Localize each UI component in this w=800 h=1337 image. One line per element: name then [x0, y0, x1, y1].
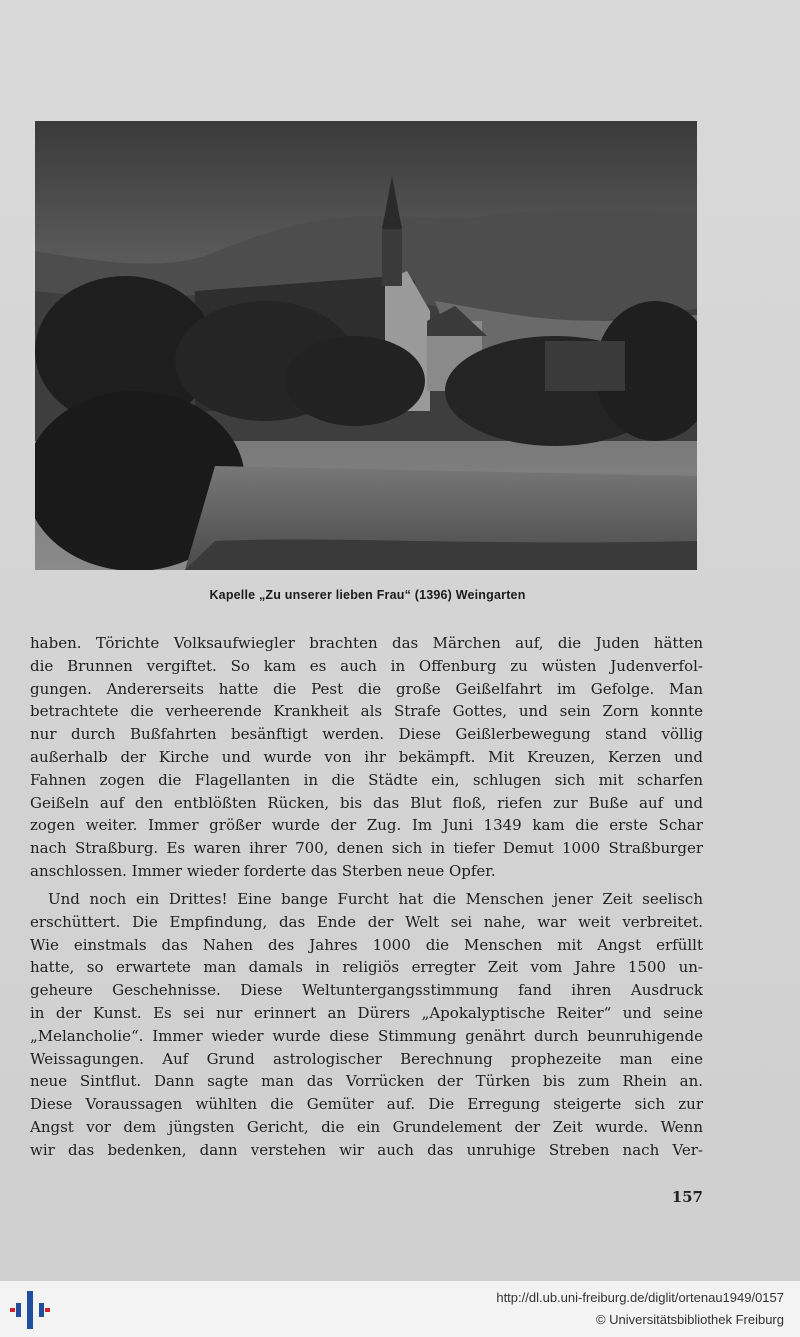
text-line: geheure Geschehnisse. Diese Weltuntergangsstimmung fand ihren Ausdruck [30, 981, 703, 1000]
text-line: Angst vor dem jüngsten Gericht, die ein Grundelement der Zeit wurde. Wenn [30, 1117, 703, 1136]
text-line: nur durch Bußfahrten besänftigt werden. Diese Geißlerbewegung stand völlig [30, 725, 703, 744]
ub-freiburg-logo-icon [10, 1289, 50, 1331]
text-line: die Brunnen vergiftet. So kam es auch in Offenburg zu wüsten Judenverfol- [30, 656, 703, 675]
text-line: nach Straßburg. Es waren ihrer 700, denen sich in tiefer Demut 1000 Straßburger [30, 839, 703, 858]
text-line: gungen. Andererseits hatte die Pest die große Geißelfahrt im Gefolge. Man [30, 679, 703, 698]
text-line: Diese Voraussagen wühlten die Gemüter auf. Die Erregung steigerte sich zur [30, 1095, 703, 1114]
paragraph-1 [30, 632, 703, 883]
text-line: außerhalb der Kirche und wurde von ihr bekämpft. Mit Kreuzen, Kerzen und [30, 747, 703, 766]
church-photo [35, 121, 697, 570]
text-line: Geißeln auf den entblößten Rücken, bis das Blut floß, riefen zur Buße auf und [30, 793, 703, 812]
text-line: haben. Törichte Volksaufwiegler brachten das Märchen auf, die Juden hätten [30, 634, 703, 652]
church-landscape-image [35, 121, 697, 570]
text-line: neue Sintflut. Dann sagte man das Vorrücken der Türken bis zum Rhein an. [30, 1072, 703, 1091]
text-line: Und noch ein Drittes! Eine bange Furcht hat die Menschen jener Zeit seelisch [48, 890, 703, 908]
text-line: wir das bedenken, dann verstehen wir auch das unruhige Streben nach Ver- [30, 1140, 703, 1159]
text-line: hatte, so erwartete man damals in religiös erregter Zeit vom Jahre 1500 un- [30, 958, 703, 977]
text-line: anschlossen. Immer wieder forderte das Sterben neue Opfer. [30, 861, 496, 880]
photo-caption: Kapelle „Zu unserer lieben Frau“ (1396) Weingarten [209, 588, 526, 602]
text-line: betrachtete die verheerende Krankheit als Strafe Gottes, und sein Zorn konnte [30, 702, 703, 721]
text-line: Fahnen zogen die Flagellanten in die Städte ein, schlugen sich mit scharfen [30, 770, 703, 789]
text-line: „Melancholie“. Immer wieder wurde diese Stimmung genährt durch beunruhigende [30, 1026, 703, 1045]
text-line: in der Kunst. Es sei nur erinnert an Dürers „Apokalyptische Reiter“ und seine [30, 1003, 703, 1022]
text-line: zogen weiter. Immer größer wurde der Zug. Im Juni 1349 kam die erste Schar [30, 816, 703, 835]
viewer-footer [0, 1280, 800, 1337]
paragraph-2 [30, 888, 703, 1162]
text-line: Weissagungen. Auf Grund astrologischer Berechnung prophezeite man eine [30, 1049, 703, 1068]
copyright-notice: © Universitätsbibliothek Freiburg [595, 1312, 784, 1327]
text-line: Wie einstmals das Nahen des Jahres 1000 die Menschen mit Angst erfüllt [30, 935, 703, 954]
permalink-url[interactable]: http://dl.ub.uni-freiburg.de/diglit/ortenau1949/0157 [496, 1290, 784, 1305]
page-number: 157 [671, 1188, 703, 1206]
text-line: erschüttert. Die Empfindung, das Ende der Welt sei nahe, war weit verbreitet. [30, 912, 703, 931]
